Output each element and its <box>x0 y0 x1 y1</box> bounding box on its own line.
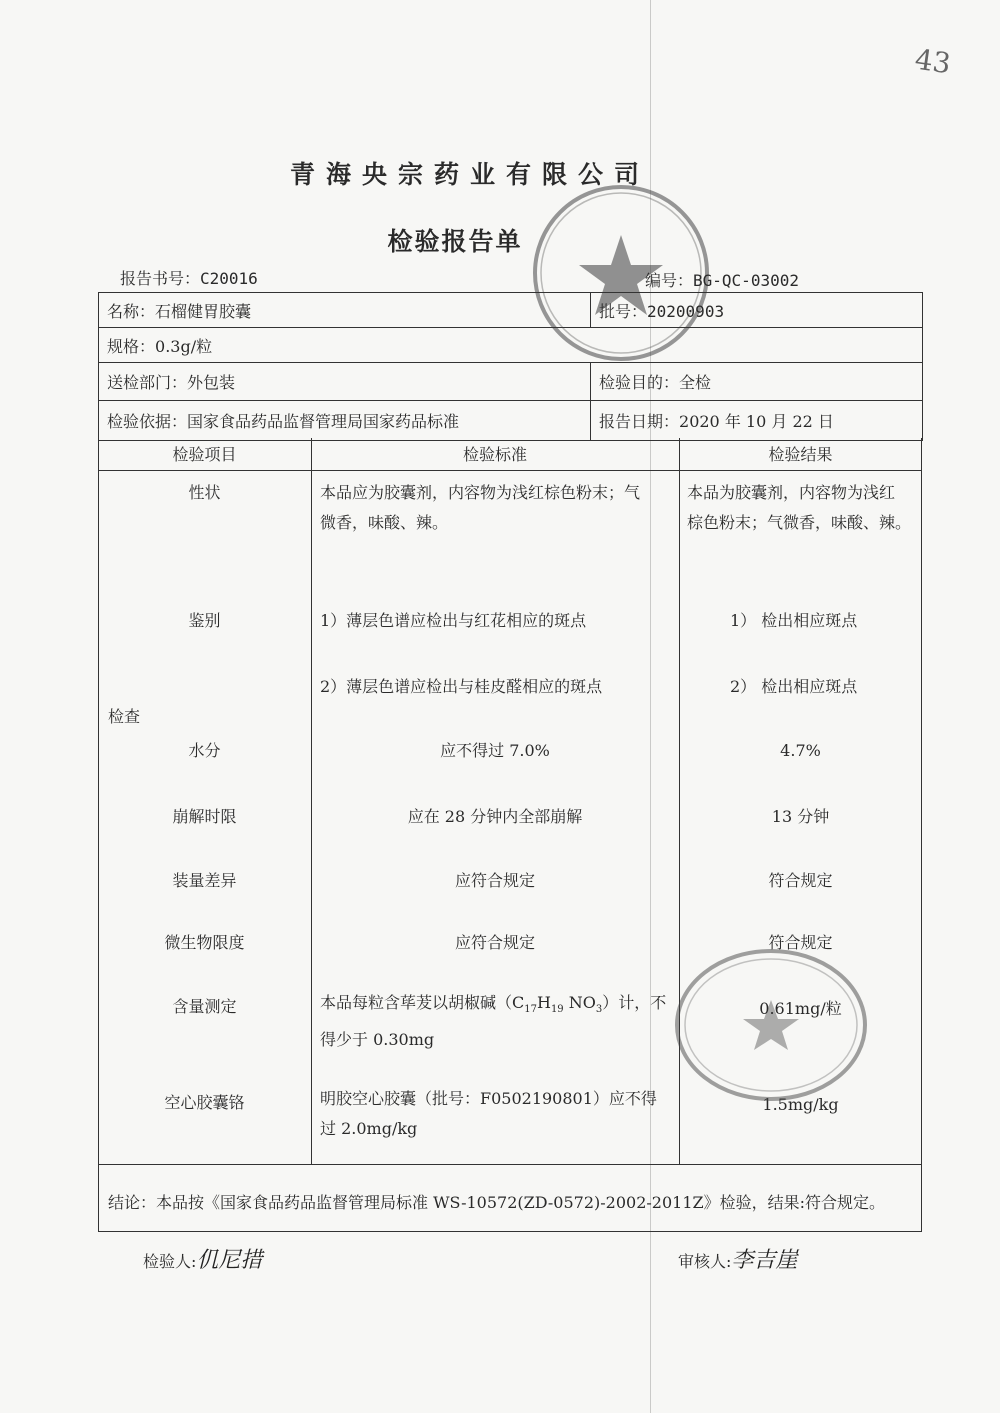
result-line: 棕色粉末；气微香，味酸、辣。 <box>687 513 912 532</box>
row-result: 1.5mg/kg <box>762 1095 839 1114</box>
date-value: 2020 年 10 月 22 日 <box>679 412 834 431</box>
header-row-divider <box>98 470 922 471</box>
purpose-label: 检验目的： <box>599 373 680 392</box>
row-result: 2） 检出相应斑点 <box>730 677 858 696</box>
purpose-cell <box>591 363 923 401</box>
result-line: 本品为胶囊剂，内容物为浅红 <box>687 483 896 502</box>
inspector-handwritten-name: 仉尼措 <box>196 1248 263 1273</box>
formula-subscript: 17 <box>524 1004 537 1016</box>
inspector-label: 检验人: <box>143 1252 197 1271</box>
row-item: 崩解时限 <box>172 807 237 826</box>
row-result: 符合规定 <box>768 871 833 890</box>
row-result: 1） 检出相应斑点 <box>730 611 858 630</box>
formula-element: NO <box>563 993 596 1012</box>
dept-cell <box>99 363 591 401</box>
report-number-label: 报告书号： <box>120 269 201 288</box>
row-item: 水分 <box>188 741 221 760</box>
group-label-inspection: 检查 <box>108 707 141 726</box>
standard-line: 本品应为胶囊剂，内容物为浅红棕色粉末；气 <box>320 483 641 502</box>
basis-label: 检验依据： <box>107 412 188 431</box>
row-standard <box>320 1084 675 1144</box>
company-title: 青海央宗药业有限公司 <box>289 160 650 189</box>
report-title: 检验报告单 <box>387 227 523 256</box>
dept-value: 外包装 <box>187 373 236 392</box>
row-item: 装量差异 <box>172 871 237 890</box>
row-standard: 应符合规定 <box>454 871 535 890</box>
row-item: 鉴别 <box>188 611 221 630</box>
row-item: 含量测定 <box>172 997 237 1016</box>
reviewer-signature <box>678 1243 797 1274</box>
date-cell <box>591 401 923 441</box>
row-result: 0.61mg/粒 <box>759 999 842 1018</box>
batch-value: 20200903 <box>647 301 725 321</box>
report-number-value: C20016 <box>200 269 258 288</box>
row-item: 微生物限度 <box>164 933 245 952</box>
info-table <box>98 292 923 441</box>
report-number <box>120 266 258 289</box>
header-test-result: 检验结果 <box>768 445 833 464</box>
standard-line: 过 2.0mg/kg <box>320 1119 418 1138</box>
row-standard <box>320 988 675 1055</box>
basis-cell <box>99 401 591 441</box>
spec-cell <box>99 328 923 363</box>
conclusion <box>108 1188 918 1218</box>
batch-cell <box>591 293 923 328</box>
date-label: 报告日期： <box>599 412 680 431</box>
document-code-value: BG-QC-03002 <box>693 271 799 290</box>
row-standard: 1）薄层色谱应检出与红花相应的斑点 <box>320 611 587 630</box>
conclusion-text: 本品按《国家食品药品监督管理局标准 WS-10572(ZD-0572)-2002-2011Z》检验，结果:符合规定。 <box>156 1193 886 1212</box>
row-item: 性状 <box>188 483 221 502</box>
formula-element: H <box>536 993 551 1012</box>
distributor-seal-stamp <box>672 945 870 1105</box>
row-result: 4.7% <box>780 741 821 760</box>
product-name-cell <box>99 293 591 328</box>
row-standard: 2）薄层色谱应检出与桂皮醛相应的斑点 <box>320 677 603 696</box>
row-standard: 应符合规定 <box>454 933 535 952</box>
header-test-standard: 检验标准 <box>462 445 527 464</box>
page-number-note: 43 <box>912 42 953 81</box>
reviewer-handwritten-name: 李吉崖 <box>731 1248 798 1273</box>
header-test-item: 检验项目 <box>172 445 237 464</box>
purpose-value: 全检 <box>679 373 712 392</box>
document-code <box>645 268 799 291</box>
row-standard <box>320 478 675 538</box>
standard-line: 得少于 0.30mg <box>320 1030 435 1050</box>
standard-text: 本品每粒含荜茇以胡椒碱（C <box>320 993 525 1012</box>
reviewer-label: 审核人: <box>678 1252 732 1271</box>
product-name-label: 名称： <box>107 301 156 321</box>
standard-line: 明胶空心胶囊（批号：F0502190801）应不得 <box>320 1089 657 1108</box>
row-result: 符合规定 <box>768 933 833 952</box>
row-result: 13 分钟 <box>771 807 830 826</box>
product-name-value: 石榴健胃胶囊 <box>155 301 252 321</box>
row-result <box>687 478 919 538</box>
batch-label: 批号： <box>599 301 648 321</box>
row-item: 空心胶囊铬 <box>164 1093 245 1112</box>
document-code-label: 编号： <box>645 271 694 290</box>
formula-subscript: 3 <box>595 1004 603 1016</box>
standard-line: 微香，味酸、辣。 <box>320 513 449 532</box>
standard-text: ）计，不 <box>602 993 667 1012</box>
conclusion-label: 结论： <box>108 1193 157 1212</box>
formula-subscript: 19 <box>550 1004 564 1016</box>
row-standard: 应不得过 7.0% <box>440 741 550 760</box>
inspector-signature <box>143 1243 262 1274</box>
spec-label: 规格： <box>107 336 156 356</box>
standard-line <box>320 988 675 1025</box>
basis-value: 国家食品药品监督管理局国家药品标准 <box>187 412 460 431</box>
row-standard: 应在 28 分钟内全部崩解 <box>407 807 583 826</box>
dept-label: 送检部门： <box>107 373 188 392</box>
spec-value: 0.3g/粒 <box>155 336 213 356</box>
